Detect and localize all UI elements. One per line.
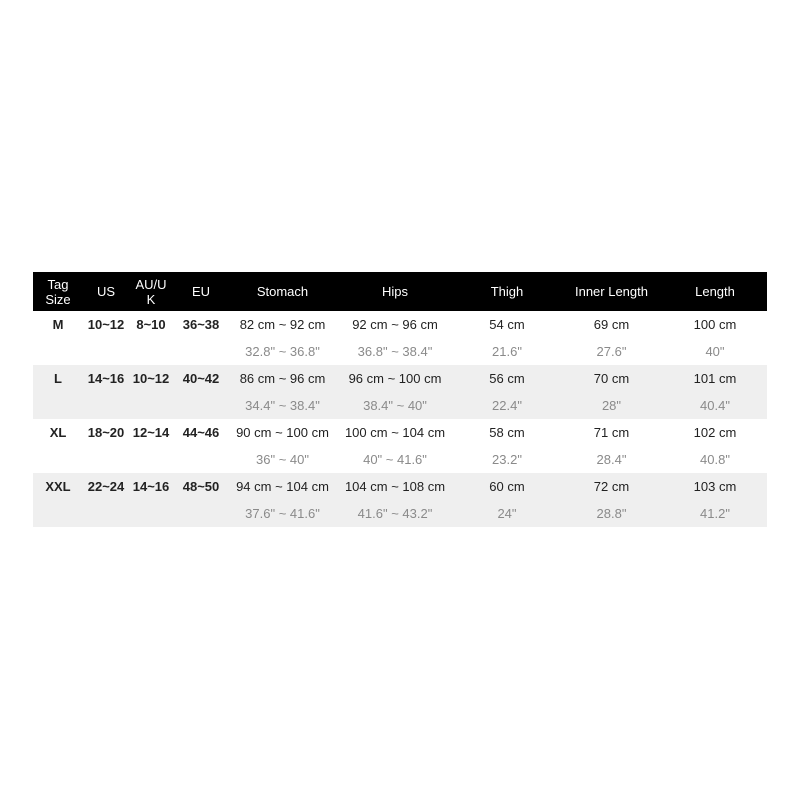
length-inch-cell: 40.8" xyxy=(663,446,767,473)
stomach-cm-cell: 90 cm ~ 100 cm xyxy=(229,419,336,446)
stomach-cm-cell: 82 cm ~ 92 cm xyxy=(229,311,336,338)
thigh-inch-cell: 22.4" xyxy=(454,392,560,419)
header-tag-size: Tag Size xyxy=(33,272,83,311)
au-uk-size-cell: 14~16 xyxy=(129,473,173,527)
hips-cm-cell: 96 cm ~ 100 cm xyxy=(336,365,454,392)
tag-size-cell: XXL xyxy=(33,473,83,527)
tag-size-cell: L xyxy=(33,365,83,419)
thigh-cm-cell: 58 cm xyxy=(454,419,560,446)
tag-size-cell: XL xyxy=(33,419,83,473)
header-us: US xyxy=(83,272,129,311)
hips-inch-cell: 36.8" ~ 38.4" xyxy=(336,338,454,365)
length-cm-cell: 103 cm xyxy=(663,473,767,500)
hips-inch-cell: 40" ~ 41.6" xyxy=(336,446,454,473)
eu-size-cell: 48~50 xyxy=(173,473,229,527)
us-size-cell: 14~16 xyxy=(83,365,129,419)
table-row xyxy=(33,419,767,446)
length-inch-cell: 40.4" xyxy=(663,392,767,419)
stomach-inch-cell: 37.6" ~ 41.6" xyxy=(229,500,336,527)
thigh-cm-cell: 56 cm xyxy=(454,365,560,392)
stomach-inch-cell: 32.8" ~ 36.8" xyxy=(229,338,336,365)
eu-size-cell: 44~46 xyxy=(173,419,229,473)
hips-inch-cell: 41.6" ~ 43.2" xyxy=(336,500,454,527)
us-size-cell: 10~12 xyxy=(83,311,129,365)
stomach-cm-cell: 86 cm ~ 96 cm xyxy=(229,365,336,392)
hips-cm-cell: 104 cm ~ 108 cm xyxy=(336,473,454,500)
table-row xyxy=(33,473,767,500)
length-inch-cell: 40" xyxy=(663,338,767,365)
inner-length-cm-cell: 70 cm xyxy=(560,365,663,392)
header-length: Length xyxy=(663,272,767,311)
length-cm-cell: 101 cm xyxy=(663,365,767,392)
inner-length-cm-cell: 69 cm xyxy=(560,311,663,338)
us-size-cell: 18~20 xyxy=(83,419,129,473)
thigh-cm-cell: 54 cm xyxy=(454,311,560,338)
inner-length-cm-cell: 71 cm xyxy=(560,419,663,446)
header-row xyxy=(33,272,767,311)
header-thigh: Thigh xyxy=(454,272,560,311)
inner-length-inch-cell: 27.6" xyxy=(560,338,663,365)
stomach-inch-cell: 36" ~ 40" xyxy=(229,446,336,473)
hips-cm-cell: 92 cm ~ 96 cm xyxy=(336,311,454,338)
stomach-inch-cell: 34.4" ~ 38.4" xyxy=(229,392,336,419)
tag-size-cell: M xyxy=(33,311,83,365)
header-stomach: Stomach xyxy=(229,272,336,311)
header-au-uk: AU/U K xyxy=(129,272,173,311)
inner-length-inch-cell: 28.8" xyxy=(560,500,663,527)
header-inner-length: Inner Length xyxy=(560,272,663,311)
header-hips: Hips xyxy=(336,272,454,311)
hips-inch-cell: 38.4" ~ 40" xyxy=(336,392,454,419)
inner-length-inch-cell: 28.4" xyxy=(560,446,663,473)
thigh-inch-cell: 23.2" xyxy=(454,446,560,473)
thigh-cm-cell: 60 cm xyxy=(454,473,560,500)
inner-length-inch-cell: 28" xyxy=(560,392,663,419)
length-cm-cell: 100 cm xyxy=(663,311,767,338)
inner-length-cm-cell: 72 cm xyxy=(560,473,663,500)
thigh-inch-cell: 24" xyxy=(454,500,560,527)
au-uk-size-cell: 12~14 xyxy=(129,419,173,473)
header-eu: EU xyxy=(173,272,229,311)
table-row xyxy=(33,311,767,338)
au-uk-size-cell: 8~10 xyxy=(129,311,173,365)
length-inch-cell: 41.2" xyxy=(663,500,767,527)
eu-size-cell: 36~38 xyxy=(173,311,229,365)
au-uk-size-cell: 10~12 xyxy=(129,365,173,419)
thigh-inch-cell: 21.6" xyxy=(454,338,560,365)
length-cm-cell: 102 cm xyxy=(663,419,767,446)
table-row xyxy=(33,365,767,392)
hips-cm-cell: 100 cm ~ 104 cm xyxy=(336,419,454,446)
size-chart-table xyxy=(33,272,767,527)
us-size-cell: 22~24 xyxy=(83,473,129,527)
stomach-cm-cell: 94 cm ~ 104 cm xyxy=(229,473,336,500)
eu-size-cell: 40~42 xyxy=(173,365,229,419)
